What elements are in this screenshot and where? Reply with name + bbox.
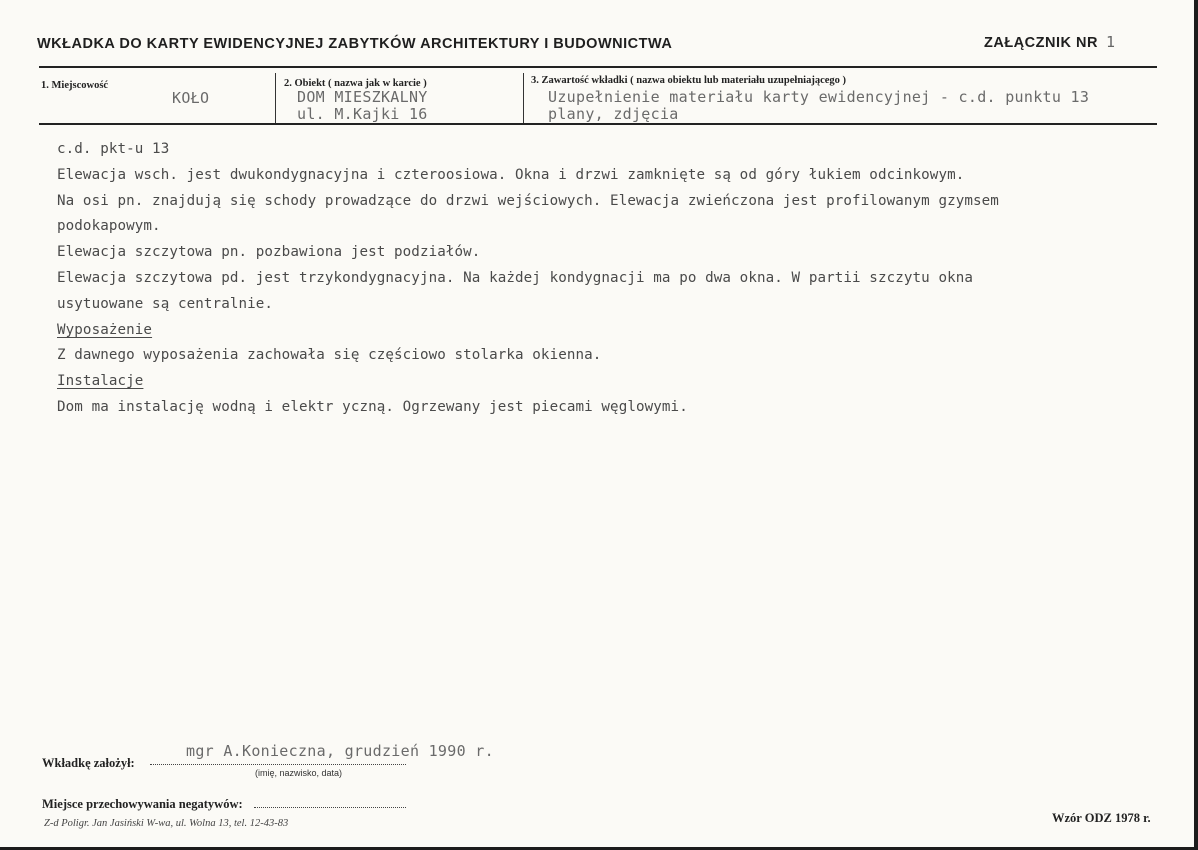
- description-body: [57, 137, 1167, 421]
- object-label: 2. Obiekt ( nazwa jak w karcie ): [284, 78, 427, 89]
- card-title: WKŁADKA DO KARTY EWIDENCYJNEJ ZABYTKÓW ARCHITEKTURY I BUDOWNICTWA: [37, 36, 673, 52]
- body-line: Elewacja szczytowa pd. jest trzykondygnacyjna. Na każdej kondygnacji ma po dwa okna. W partii szczytu okna: [57, 269, 974, 286]
- object-value-line2: ul. M.Kajki 16: [297, 105, 428, 123]
- header-rule-bottom: [39, 123, 1157, 125]
- signature-hint: (imię, nazwisko, data): [255, 768, 343, 778]
- column-divider-1: [275, 73, 276, 125]
- negatives-label: Miejsce przechowywania negatywów:: [42, 797, 243, 811]
- signature-dotted-line: [150, 754, 406, 765]
- installations-text: Dom ma instalację wodną i elektr yczną. Ogrzewany jest piecami węglowymi.: [57, 398, 688, 415]
- body-line: Elewacja wsch. jest dwukondygnacyjna i czteroosiowa. Okna i drzwi zamknięte są od góry łukiem odcinkowym.: [57, 166, 965, 183]
- column-divider-2: [523, 73, 524, 125]
- equipment-heading: Wyposażenie: [57, 321, 153, 338]
- annex-label-text: ZAŁĄCZNIK NR: [984, 35, 1098, 51]
- printer-imprint: Z-d Poligr. Jan Jasiński W-wa, ul. Wolna 13, tel. 12-43-83: [44, 818, 289, 829]
- signature-value: mgr A.Konieczna, grudzień 1990 r.: [186, 742, 494, 760]
- body-line: Elewacja szczytowa pn. pozbawiona jest podziałów.: [57, 244, 481, 261]
- negatives-dotted-line: [254, 797, 406, 808]
- header-rule-top: [39, 66, 1157, 68]
- body-line: usytuowane są centralnie.: [57, 295, 274, 312]
- locality-value: KOŁO: [172, 89, 210, 107]
- body-line: podokapowym.: [57, 218, 161, 235]
- annex-number: 1: [1105, 33, 1116, 51]
- object-value-line1: DOM MIESZKALNY: [297, 88, 428, 106]
- locality-label: 1. Miejscowość: [41, 80, 109, 91]
- signature-label: Wkładkę założył:: [42, 756, 135, 770]
- content-label: 3. Zawartość wkładki ( nazwa obiektu lub materiału uzupełniającego ): [531, 75, 847, 86]
- annex-label: [984, 33, 1115, 51]
- content-value-line1: Uzupełnienie materiału karty ewidencyjnej - c.d. punktu 13: [548, 88, 1090, 106]
- form-id: Wzór ODZ 1978 r.: [1052, 811, 1151, 825]
- equipment-text: Z dawnego wyposażenia zachowała się częściowo stolarka okienna.: [57, 347, 602, 364]
- body-line: Na osi pn. znajdują się schody prowadzące do drzwi wejściowych. Elewacja zwieńczona jest profilowanym gzymsem: [57, 192, 999, 209]
- content-value-line2: plany, zdjęcia: [548, 105, 679, 123]
- installations-heading: Instalacje: [57, 373, 144, 390]
- body-line: c.d. pkt-u 13: [57, 141, 170, 157]
